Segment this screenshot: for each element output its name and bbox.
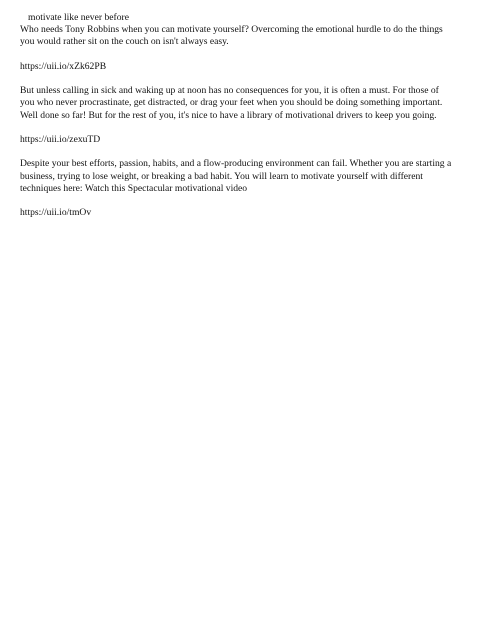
link-3[interactable]: https://uii.io/tmOv (20, 207, 92, 219)
document-heading: motivate like never before (28, 12, 129, 23)
document-body (20, 12, 478, 232)
link-1[interactable]: https://uii.io/xZk62PB (20, 60, 107, 72)
techniques-paragraph: Despite your best efforts, passion, habits, and a flow-producing environment can fail. Whether you are starting a business, trying to lose weight, or breaking a bad habit. You will learn to motivate yourself with different techniques here: Watch this Spectacular motivational video (20, 158, 452, 194)
link-2[interactable]: https://uii.io/zexuTD (20, 133, 101, 145)
procrastination-paragraph: But unless calling in sick and waking up at noon has no consequences for you, it is often a must. For those of you who never procrastinate, get distracted, or drag your feet when you should be doing something important. Well done so far! But for the rest of you, it's nice to have a library of motivational drivers to keep you going. (20, 85, 443, 121)
intro-paragraph: Who needs Tony Robbins when you can motivate yourself? Overcoming the emotional hurdle to do the things you would rather sit on the couch on isn't always easy. (20, 24, 443, 48)
